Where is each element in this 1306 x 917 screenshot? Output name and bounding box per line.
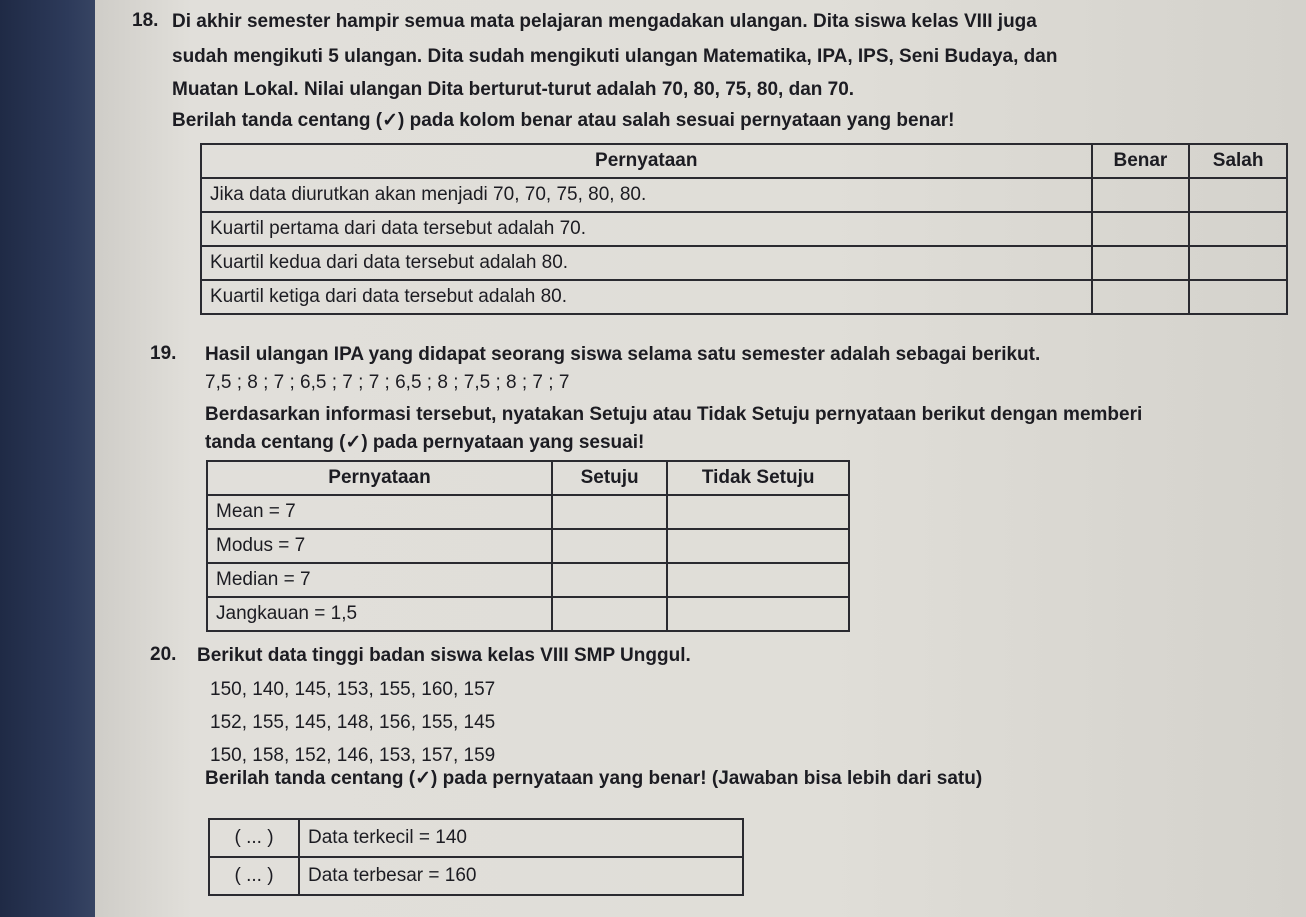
statement-cell: Kuartil kedua dari data tersebut adalah 80.: [201, 246, 1092, 280]
salah-check-cell[interactable]: [1189, 246, 1287, 280]
question-number: 18.: [132, 10, 159, 31]
salah-check-cell[interactable]: [1189, 178, 1287, 212]
table-row: [207, 597, 849, 631]
data-row: 150, 140, 145, 153, 155, 160, 157: [210, 679, 496, 700]
question-text-line: Berikut data tinggi badan siswa kelas VIII SMP Unggul.: [197, 645, 691, 666]
benar-check-cell[interactable]: [1092, 280, 1190, 314]
tidak-setuju-check-cell[interactable]: [667, 563, 849, 597]
statement-cell: Median = 7: [207, 563, 552, 597]
statement-cell: Kuartil ketiga dari data tersebut adalah 80.: [201, 280, 1092, 314]
table-row: [201, 280, 1287, 314]
table-row: [201, 212, 1287, 246]
header-salah: Salah: [1189, 144, 1287, 178]
statement-cell: Kuartil pertama dari data tersebut adalah 70.: [201, 212, 1092, 246]
statement-table-19: [206, 460, 850, 632]
table-row: [201, 246, 1287, 280]
question-text-line: Berilah tanda centang (✓) pada pernyataan yang benar! (Jawaban bisa lebih dari satu): [205, 768, 983, 789]
statement-cell: Jika data diurutkan akan menjadi 70, 70, 75, 80, 80.: [201, 178, 1092, 212]
question-text-line: Hasil ulangan IPA yang didapat seorang siswa selama satu semester adalah sebagai berikut.: [205, 344, 1041, 365]
table-row: [209, 857, 743, 895]
header-pernyataan: Pernyataan: [207, 461, 552, 495]
header-tidak-setuju: Tidak Setuju: [667, 461, 849, 495]
setuju-check-cell[interactable]: [552, 529, 667, 563]
question-number: 19.: [150, 343, 177, 364]
tidak-setuju-check-cell[interactable]: [667, 529, 849, 563]
benar-check-cell[interactable]: [1092, 178, 1190, 212]
table-header-row: [207, 461, 849, 495]
setuju-check-cell[interactable]: [552, 495, 667, 529]
question-text-line: Berdasarkan informasi tersebut, nyatakan Setuju atau Tidak Setuju pernyataan berikut dengan memberi: [205, 404, 1143, 425]
header-benar: Benar: [1092, 144, 1190, 178]
statement-cell: Data terbesar = 160: [299, 857, 743, 895]
table-row: [207, 563, 849, 597]
data-row: 150, 158, 152, 146, 153, 157, 159: [210, 745, 496, 766]
salah-check-cell[interactable]: [1189, 280, 1287, 314]
table-row: [209, 819, 743, 857]
data-values: 7,5 ; 8 ; 7 ; 6,5 ; 7 ; 7 ; 6,5 ; 8 ; 7,5 ; 8 ; 7 ; 7: [205, 372, 570, 393]
question-text-line: tanda centang (✓) pada pernyataan yang sesuai!: [205, 432, 645, 453]
table-row: [207, 529, 849, 563]
setuju-check-cell[interactable]: [552, 563, 667, 597]
question-text-line: Muatan Lokal. Nilai ulangan Dita berturut-turut adalah 70, 80, 75, 80, dan 70.: [172, 79, 855, 100]
header-setuju: Setuju: [552, 461, 667, 495]
statement-cell: Data terkecil = 140: [299, 819, 743, 857]
question-text-line: Di akhir semester hampir semua mata pelajaran mengadakan ulangan. Dita siswa kelas VIII juga: [172, 11, 1037, 32]
question-text-line: sudah mengikuti 5 ulangan. Dita sudah mengikuti ulangan Matematika, IPA, IPS, Seni Budaya, dan: [172, 46, 1058, 67]
check-mark-cell[interactable]: ( ... ): [209, 819, 299, 857]
statement-cell: Mean = 7: [207, 495, 552, 529]
tidak-setuju-check-cell[interactable]: [667, 495, 849, 529]
question-number: 20.: [150, 644, 177, 665]
table-header-row: [201, 144, 1287, 178]
table-row: [207, 495, 849, 529]
statement-cell: Modus = 7: [207, 529, 552, 563]
data-row: 152, 155, 145, 148, 156, 155, 145: [210, 712, 496, 733]
benar-check-cell[interactable]: [1092, 246, 1190, 280]
benar-check-cell[interactable]: [1092, 212, 1190, 246]
table-row: [201, 178, 1287, 212]
statement-table-20: [208, 818, 744, 896]
header-pernyataan: Pernyataan: [201, 144, 1092, 178]
check-mark-cell[interactable]: ( ... ): [209, 857, 299, 895]
setuju-check-cell[interactable]: [552, 597, 667, 631]
tidak-setuju-check-cell[interactable]: [667, 597, 849, 631]
question-text-line: Berilah tanda centang (✓) pada kolom benar atau salah sesuai pernyataan yang benar!: [172, 110, 955, 131]
statement-cell: Jangkauan = 1,5: [207, 597, 552, 631]
salah-check-cell[interactable]: [1189, 212, 1287, 246]
statement-table-18: [200, 143, 1288, 315]
